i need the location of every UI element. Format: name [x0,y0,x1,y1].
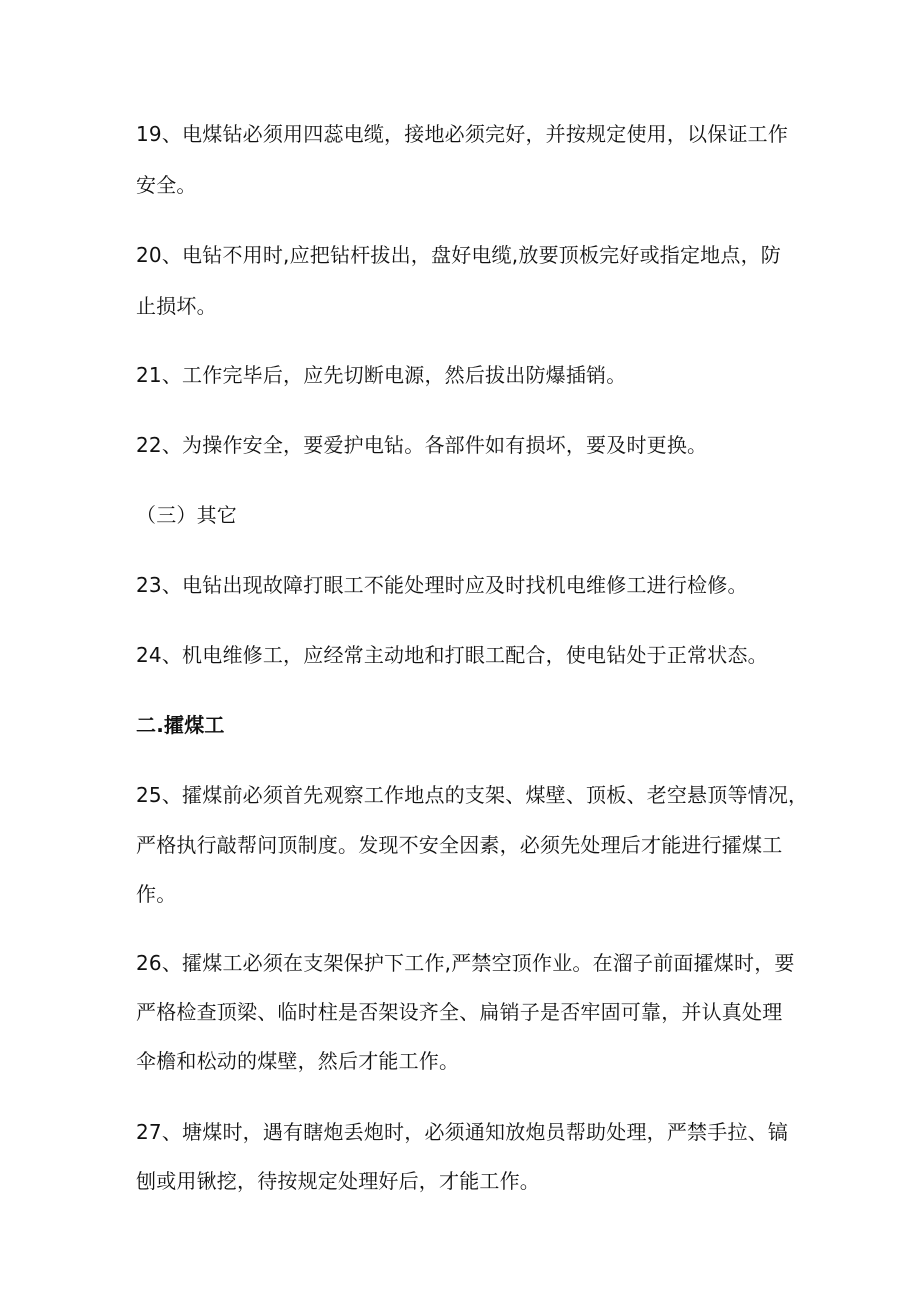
paragraph-20-line-2: 止损坏。 [136,294,217,318]
paragraph-27-line-1: 27、塘煤时，遇有瞎炮丢炮时，必须通知放炮员帮助处理，严禁手拉、镐 [136,1120,789,1144]
paragraph-25-line-1: 25、攉煤前必须首先观察工作地点的支架、煤壁、顶板、老空悬顶等情况， [136,783,809,807]
paragraph-21: 21、工作完毕后，应先切断电源，然后拔出防爆插销。 [136,363,627,387]
section-heading-coal-shoveler: 二.攉煤工 [136,713,225,737]
paragraph-26-line-2: 严格检查顶梁、临时柱是否架设齐全、扁销子是否牢固可靠，并认真处理 [136,1000,783,1024]
paragraph-19-line-2: 安全。 [136,173,197,197]
paragraph-23: 23、电钻出现故障打眼工不能处理时应及时找机电维修工进行检修。 [136,573,748,597]
paragraph-25-line-2: 严格执行敲帮问顶制度。发现不安全因素，必须先处理后才能进行攉煤工 [136,833,783,857]
section-heading-other: （三）其它 [136,503,237,527]
paragraph-26-line-1: 26、攉煤工必须在支架保护下工作,严禁空顶作业。在溜子前面攉煤时，要 [136,951,795,975]
paragraph-20-line-1: 20、电钻不用时,应把钻杆拔出，盘好电缆,放要顶板完好或指定地点，防 [136,243,781,267]
paragraph-26-line-3: 伞檐和松动的煤壁，然后才能工作。 [136,1049,460,1073]
paragraph-24: 24、机电维修工，应经常主动地和打眼工配合，使电钻处于正常状态。 [136,643,768,667]
paragraph-27-line-2: 刨或用锹挖，待按规定处理好后，才能工作。 [136,1169,540,1193]
paragraph-22: 22、为操作安全，要爱护电钻。各部件如有损坏，要及时更换。 [136,433,708,457]
paragraph-25-line-3: 作。 [136,882,177,906]
paragraph-19-line-1: 19、电煤钻必须用四蕊电缆，接地必须完好，并按规定使用，以保证工作 [136,122,789,146]
